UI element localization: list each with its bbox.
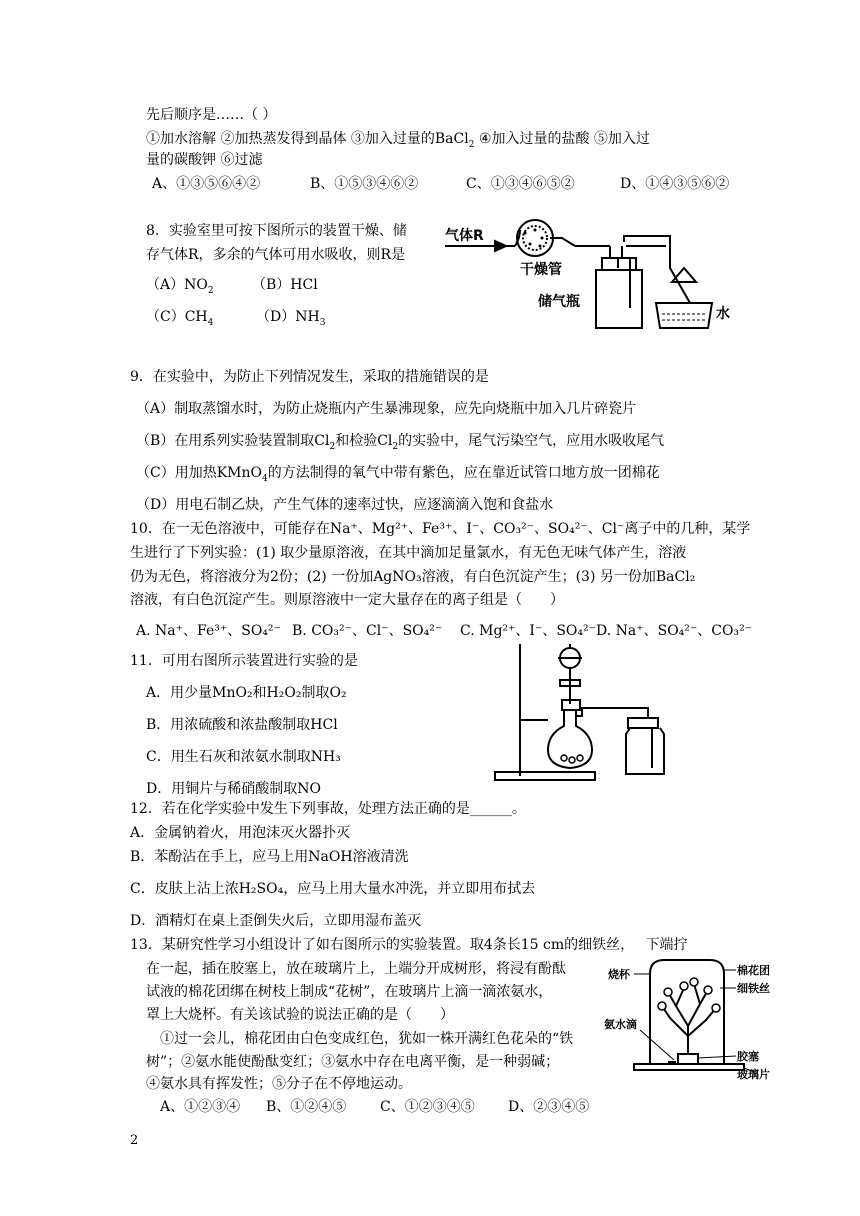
q13-option-a: A、①②③④ — [160, 1099, 241, 1115]
q13-line5: ①过一会儿，棉花团由白色变成红色，犹如一株开满红色花朵的“铁 — [160, 1031, 574, 1047]
q9-option-a: （A）制取蒸馏水时，为防止烧瓶内产生暴沸现象，应先向烧瓶中加入几片碎瓷片 — [136, 401, 637, 417]
q12-option-a: A．金属钠着火，用泡沫灭火器扑灭 — [130, 825, 351, 841]
q10-option-c: C. Mg²⁺、I⁻、SO₄²⁻ — [460, 623, 597, 639]
q13-line1: 13．某研究性学习小组设计了如右图所示的实验装置。取4条长15 cm的细铁丝， 下端拧 — [130, 937, 688, 953]
glass-label: 玻璃片 — [737, 1068, 770, 1081]
q13-option-b: B、①②④⑤ — [266, 1099, 347, 1115]
q8-option-a: $(A)NO_2$ — [146, 277, 214, 296]
q13-option-d: D、②③④⑤ — [508, 1099, 590, 1115]
q10-option-a: A. Na⁺、Fe³⁺、SO₄²⁻ — [136, 623, 281, 639]
q11-option-a: A．用少量MnO₂和H₂O₂制取O₂ — [146, 685, 347, 701]
q10-line2: 生进行了下列实验：(1) 取少量原溶液，在其中滴加足量氯水，有无色无味气体产生，溶液 — [130, 545, 687, 561]
q8-line1: 8．实验室里可按下图所示的装置干燥、储 — [146, 223, 407, 239]
q10-line3: 仍为无色，将溶液分为2份；(2) 一份加AgNO₃溶液，有白色沉淀产生；(3) 另一份加BaCl₂ — [130, 569, 696, 585]
q12-stem: 12．若在化学实验中发生下列事故，处理方法正确的是______。 — [130, 801, 526, 817]
ammonia-label: 氨水滴 — [604, 1018, 637, 1031]
dryer-label: 干燥管 — [520, 262, 562, 278]
q9-stem: 9．在实验中，为防止下列情况发生，采取的措施错误的是 — [130, 369, 489, 385]
stopper-label: 胶塞 — [737, 1050, 759, 1063]
q8-line2: 存气体R，多余的气体可用水吸收，则R是 — [146, 247, 406, 263]
q7-line3: 量的碳酸钾 ⑥过滤 — [146, 152, 263, 168]
q7-option-d: D、①④③⑤⑥② — [620, 176, 730, 192]
q9-option-b: （B）在用系列实验装置制取$Cl_2$和检验$Cl_2$的实验中，尾气污染空气，应用水吸收尾气 — [136, 433, 665, 452]
q8-apparatus-figure — [440, 208, 740, 334]
beaker-label: 烧杯 — [608, 968, 630, 981]
q13-line4: 罩上大烧杯。有关该试验的说法正确的是（ ） — [146, 1007, 454, 1023]
q13-option-c: C、①②③④⑤ — [380, 1099, 475, 1115]
q10-option-d: D. Na⁺、SO₄²⁻、CO₃²⁻ — [596, 623, 753, 639]
q10-line1: 10．在一无色溶液中，可能存在Na⁺、Mg²⁺、Fe³⁺、I⁻、CO₃²⁻、SO₄²⁻、Cl⁻离子中的几种，某学 — [130, 521, 751, 537]
water-label: 水 — [716, 306, 730, 322]
q8-option-b: （B）HCl — [252, 277, 318, 293]
q13-line7: ④氨水具有挥发性；⑤分子在不停地运动。 — [146, 1076, 412, 1092]
q10-line4: 溶液，有白色沉淀产生。则原溶液中一定大量存在的离子组是（ ） — [130, 592, 564, 608]
cotton-label: 棉花团 — [737, 964, 770, 977]
q9-option-d: （D）用电石制乙炔，产生气体的速率过快，应逐滴滴入饱和食盐水 — [136, 497, 554, 513]
q12-option-b: B．苯酚沾在手上，应马上用NaOH溶液清洗 — [130, 849, 409, 865]
wire-label: 细铁丝 — [737, 982, 770, 995]
q7-line1: 先后顺序是……（ ） — [146, 107, 277, 123]
q13-line2: 在一起，插在胶塞上，放在玻璃片上，上端分开成树形，将浸有酚酞 — [146, 961, 566, 977]
q11-option-d: D．用铜片与稀硝酸制取NO — [146, 781, 321, 797]
q7-option-b: B、①⑤③④⑥② — [310, 176, 419, 192]
q12-option-d: D．酒精灯在桌上歪倒失火后，立即用湿布盖灭 — [130, 913, 422, 929]
q12-option-c: C．皮肤上沾上浓H₂SO₄，应马上用大量水冲洗，并立即用布拭去 — [130, 881, 536, 897]
q11-apparatus-figure — [490, 644, 710, 784]
q11-option-c: C．用生石灰和浓氨水制取NH₃ — [146, 749, 341, 765]
q13-line3: 试液的棉花团绑在树枝上制成“花树”，在玻璃片上滴一滴浓氨水， — [146, 984, 553, 1000]
bottle-label: 储气瓶 — [538, 294, 580, 310]
q11-stem: 11．可用右图所示装置进行实验的是 — [130, 653, 358, 669]
gas-r-label: 气体R — [445, 228, 484, 244]
q7-option-a: A、①③⑤⑥④② — [152, 176, 261, 192]
q9-option-c: （C）用加热KMnO$_4$的方法制得的氧气中带有紫色，应在靠近试管口地方放一团棉花 — [136, 465, 660, 484]
q7-line2: ①加水溶解 ②加热蒸发得到晶体 ③加入过量的BaCl$_2$ ④加入过量的盐酸 ⑤加入过 — [146, 131, 650, 150]
q10-option-b: B. CO₃²⁻、Cl⁻、SO₄²⁻ — [292, 623, 443, 639]
q13-line6: 树”；②氨水能使酚酞变红；③氨水中存在电离平衡，是一种弱碱； — [146, 1054, 560, 1070]
q11-option-b: B．用浓硫酸和浓盐酸制取HCl — [146, 717, 338, 733]
q8-option-c: $(C)CH_4$ — [146, 309, 214, 328]
page-number: 2 — [130, 1133, 139, 1148]
q8-option-d: $(D)NH_3$ — [256, 309, 326, 328]
q13-iron-tree-figure — [604, 956, 784, 1082]
q7-option-c: C、①③④⑥⑤② — [466, 176, 575, 192]
